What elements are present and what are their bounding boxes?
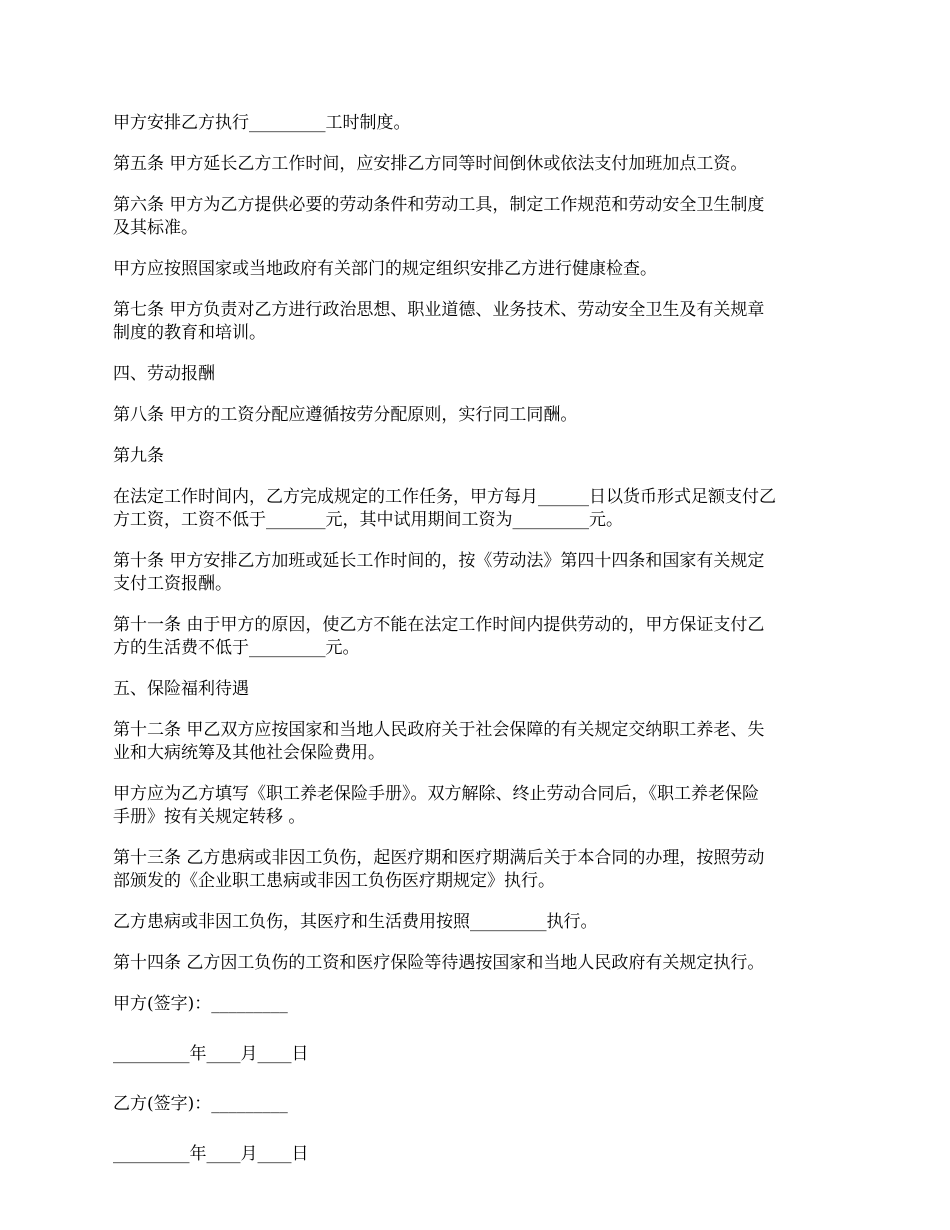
section-heading-insurance: 五、保险福利待遇	[113, 679, 249, 699]
article-12: 第十二条 甲乙双方应按国家和当地人民政府关于社会保障的有关规定交纳职工养老、失 业和大病统筹及其他社会保险费用。	[113, 720, 765, 763]
party-b-date: _________年____月____日	[113, 1144, 309, 1164]
article-11: 第十一条 由于甲方的原因，使乙方不能在法定工作时间内提供劳动的，甲方保证支付乙 方的生活费不低于_________元。	[113, 615, 765, 658]
paragraph-health-check: 甲方应按照国家或当地政府有关部门的规定组织安排乙方进行健康检查。	[113, 259, 657, 279]
paragraph-work-hours: 甲方安排乙方执行_________工时制度。	[113, 113, 411, 133]
party-b-signature: 乙方(签字)：_________	[113, 1094, 288, 1114]
article-10: 第十条 甲方安排乙方加班或延长工作时间的，按《劳动法》第四十四条和国家有关规定 支付工资报酬。	[113, 551, 765, 594]
party-a-signature: 甲方(签字)：_________	[113, 994, 288, 1014]
party-a-date: _________年____月____日	[113, 1044, 309, 1064]
paragraph-medical-costs: 乙方患病或非因工负伤，其医疗和生活费用按照_________执行。	[113, 912, 598, 932]
section-heading-remuneration: 四、劳动报酬	[113, 364, 215, 384]
article-13: 第十三条 乙方患病或非因工负伤，起医疗期和医疗期满后关于本合同的办理，按照劳动 部颁发的《企业职工患病或非因工负伤医疗期规定》执行。	[113, 848, 765, 891]
paragraph-pension-handbook: 甲方应为乙方填写《职工养老保险手册》。双方解除、终止劳动合同后，《职工养老保险 手册》按有关规定转移 。	[113, 784, 759, 827]
article-8: 第八条 甲方的工资分配应遵循按劳分配原则，实行同工同酬。	[113, 405, 578, 425]
contract-document	[113, 112, 843, 1193]
article-9-heading: 第九条	[113, 446, 164, 466]
article-5: 第五条 甲方延长乙方工作时间，应安排乙方同等时间倒休或依法支付加班加点工资。	[113, 154, 748, 174]
article-14: 第十四条 乙方因工负伤的工资和医疗保险等待遇按国家和当地人民政府有关规定执行。	[113, 953, 765, 973]
article-6: 第六条 甲方为乙方提供必要的劳动条件和劳动工具，制定工作规范和劳动安全卫生制度 及其标准。	[113, 195, 765, 238]
article-7: 第七条 甲方负责对乙方进行政治思想、职业道德、业务技术、劳动安全卫生及有关规章 制度的教育和培训。	[113, 300, 765, 343]
article-9-body: 在法定工作时间内，乙方完成规定的工作任务，甲方每月______日以货币形式足额支付乙 方工资，工资不低于_______元，其中试用期间工资为_________元。	[113, 487, 776, 530]
